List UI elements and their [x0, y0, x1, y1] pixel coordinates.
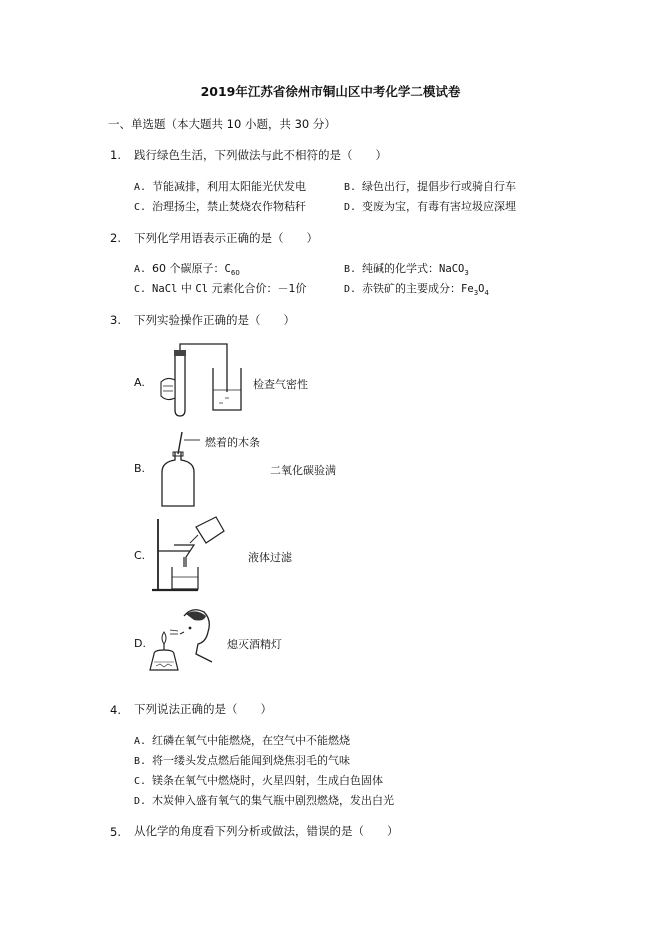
option-b-annotation: 燃着的木条 — [205, 436, 260, 449]
option-text: 绿色出行，提倡步行或骑自行车 — [362, 180, 517, 193]
option-c — [134, 772, 383, 788]
option-d-text: 熄灭酒精灯 — [227, 638, 282, 651]
page-title: 2019年江苏省徐州市铜山区中考化学二模试卷 — [200, 84, 461, 99]
option-d-letter: D. — [134, 637, 146, 650]
option-b — [344, 178, 516, 194]
question-number: 5. — [110, 825, 121, 839]
option-a-letter: A. — [134, 376, 145, 389]
option-text: 治理扬尘，禁止焚烧农作物秸秆 — [152, 200, 307, 213]
airtightness-check-figure — [155, 340, 255, 420]
question-number: 2. — [110, 231, 121, 245]
co2-full-test-figure — [158, 430, 208, 510]
option-text: 木炭伸入盛有氧气的集气瓶中剧烈燃烧，发出白光 — [152, 794, 395, 807]
question-text: 下列化学用语表示正确的是（ ） — [134, 231, 318, 245]
option-text: 元素化合价：－1价 — [208, 282, 307, 295]
option-a-text: 检查气密性 — [253, 378, 308, 391]
option-text: 赤铁矿的主要成分： — [362, 282, 462, 295]
question-number: 3. — [110, 313, 121, 327]
option-c-letter: C. — [134, 549, 146, 562]
option-c — [134, 280, 307, 296]
extinguish-lamp-figure — [148, 606, 218, 676]
option-d — [134, 792, 394, 808]
option-text: 中 — [177, 282, 196, 295]
formula-subscript: 60 — [230, 269, 240, 278]
option-b — [344, 260, 469, 277]
formula: C — [224, 263, 231, 275]
option-text: 纯碱的化学式： — [362, 262, 440, 275]
formula-subscript: 4 — [484, 289, 489, 298]
formula: O — [478, 283, 485, 295]
question-number: 4. — [110, 703, 121, 717]
option-text: 变废为宝，有毒有害垃圾应深埋 — [362, 200, 517, 213]
option-letter: A. — [134, 264, 147, 275]
option-a — [134, 260, 240, 277]
formula: Fe — [461, 283, 474, 295]
option-c — [134, 198, 306, 214]
question-number: 1. — [110, 148, 121, 162]
option-b — [134, 752, 350, 768]
option-letter: B. — [344, 264, 357, 275]
option-letter: D. — [134, 796, 147, 807]
formula: NaCO — [439, 263, 465, 275]
filtration-figure — [150, 515, 230, 595]
option-c-text: 液体过滤 — [248, 551, 292, 564]
option-text: 红磷在氧气中能燃烧，在空气中不能燃烧 — [152, 734, 351, 747]
option-letter: D. — [344, 202, 357, 213]
option-b-letter: B. — [134, 462, 146, 475]
option-text: 镁条在氧气中燃烧时，火星四射，生成白色固体 — [152, 774, 384, 787]
option-d — [344, 198, 516, 214]
option-text: 节能减排，利用太阳能光伏发电 — [152, 180, 307, 193]
option-a — [134, 732, 350, 748]
question-text: 下列说法正确的是（ ） — [134, 702, 272, 716]
formula: NaCl — [152, 283, 178, 295]
option-letter: C. — [134, 202, 147, 213]
formula-subscript: 3 — [473, 289, 479, 298]
section-heading: 一、单选题（本大题共 10 小题，共 30 分） — [108, 117, 336, 131]
option-letter: C. — [134, 284, 147, 295]
option-d — [344, 280, 489, 297]
formula-subscript: 3 — [464, 269, 469, 278]
option-letter: B. — [134, 756, 147, 767]
option-b-text: 二氧化碳验满 — [270, 464, 336, 477]
option-letter: C. — [134, 776, 147, 787]
option-a — [134, 178, 306, 194]
option-text: 60 个碳原子： — [152, 262, 225, 275]
option-letter: A. — [134, 182, 147, 193]
option-letter: B. — [344, 182, 357, 193]
option-text: 将一缕头发点燃后能闻到烧焦羽毛的气味 — [152, 754, 351, 767]
question-text: 下列实验操作正确的是（ ） — [134, 313, 295, 327]
option-letter: D. — [344, 284, 357, 295]
question-text: 践行绿色生活，下列做法与此不相符的是（ ） — [134, 148, 387, 162]
option-letter: A. — [134, 736, 147, 747]
formula: Cl — [195, 283, 208, 295]
question-text: 从化学的角度看下列分析或做法，错误的是（ ） — [134, 824, 399, 838]
